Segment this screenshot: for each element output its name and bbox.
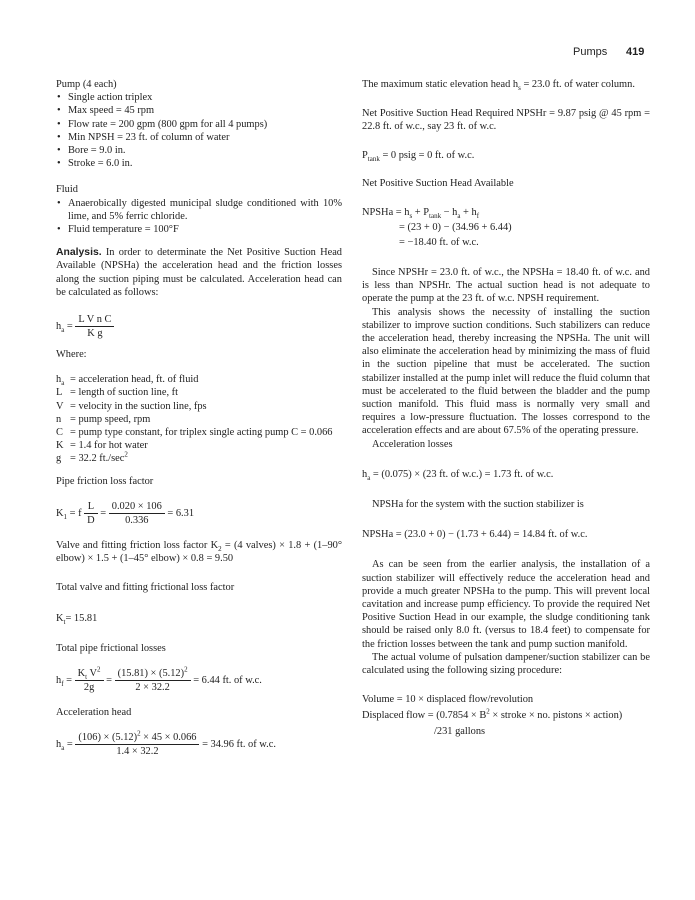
since-paragraph: Since NPSHr = 23.0 ft. of w.c., the NPSHa = 18.40 ft. of w.c. and is less than NPSHr. The actual suction head is not adequate to operate the pump at the 23 ft. of w.c. NPSH requirement. (362, 267, 650, 305)
bullet-icon: • (57, 92, 61, 104)
valve-fitting-paragraph: Valve and fitting friction loss factor $K_2 = (4$ valves) × 1.8 + (1–90° elbow) × 1.5 + (1–45° elbow) × 0.8 = 9.50 (56, 539, 342, 565)
sizing-paragraph: The actual volume of pulsation dampener/suction stabilizer can be calculated using the following sizing procedure: (362, 651, 650, 677)
equation-npsha-stabilizer: NPSHa = (23.0 + 0) − (1.73 + 6.44) = 14.84 ft. of w.c. (362, 529, 588, 541)
pipe-friction-label: Pipe friction loss factor (56, 475, 154, 487)
bullet-icon: • (57, 118, 61, 130)
acceleration-losses-label: Acceleration losses (372, 438, 453, 450)
equation-displaced-flow-divisor: /231 gallons (434, 726, 486, 738)
sizing-equations (362, 692, 650, 740)
pump-heading: Pump (4 each) (56, 79, 117, 90)
equation-kt: $K_t= 15.81$ (56, 613, 98, 627)
list-item: n = pump speed, rpm (56, 413, 151, 425)
equation-ha-computed: $h_a$ = $\frac{(106) \times (5.12)^2 \times 45 \times 0.066}{1.4 \times 32.2}$ = 34.96 ft. of w.c. (56, 729, 276, 758)
list-item: • Stroke = 6.0 in. (57, 158, 133, 170)
variable-definitions (56, 373, 342, 465)
list-item: g = 32.2 $ft./\sec^2$ (56, 451, 128, 465)
analysis-paragraph: Analysis. In order to determinate the Net Positive Suction Head Available (NPSHa) the acceleration head and the friction losses along the suction piping must be calculated. Acceleration head can be calculated as follows: (56, 247, 342, 298)
left-column (56, 78, 342, 758)
fluid-heading: Fluid (56, 184, 78, 196)
fluid-spec-list (56, 197, 342, 237)
acceleration-head-label: Acceleration head (56, 706, 132, 718)
static-head-paragraph: The maximum static elevation head $h_s = 23.0$ ft. of water column. (362, 79, 635, 93)
conclusion-paragraph: As can be seen from the earlier analysis, the installation of a suction stabilizer will effectively reduce the acceleration head and provide a much greater NPSHa to the pump. This will prevent local cavitation and increase pump efficiency. To provide the required Net Positive Suction Head in our example, the sludge conditioning tank should be raised only 8.0 ft. (versus to 18.4 feet) to compensate for the friction losses between the tank and pump suction manifold. (362, 559, 650, 650)
list-item: $h_a$ = acceleration head, ft. of fluid (56, 374, 199, 388)
bullet-icon: • (57, 131, 61, 143)
npshr-paragraph: Net Positive Suction Head Required NPSHr = 9.87 psig @ 45 rpm = 22.8 ft. of w.c., say 23 ft. of w.c. (362, 108, 650, 133)
equation-acceleration-head: $h_a$ = $\frac{\text{L V n C}}{\text{K g}}$ (56, 313, 342, 340)
npsha-label: Net Positive Suction Head Available (362, 177, 514, 189)
list-item: V = velocity in the suction line, fps (56, 400, 207, 412)
bullet-icon: • (57, 145, 61, 157)
bullet-icon: • (57, 224, 61, 236)
equation-hf: $h_f$ = $\frac{K_t V^2}{2g}$ = $\frac{(15.81) \times (5.12)^2}{2 \times 32.2}$ = 6.44 ft. of w.c. (56, 665, 262, 693)
where-label: Where: (56, 349, 87, 361)
bullet-icon: • (57, 105, 61, 117)
list-item: • Fluid temperature = 100°F (57, 224, 179, 236)
equation-displaced-flow: Displaced flow = ($0.7854 \times B^2$ × stroke × no. pistons × action) (362, 707, 623, 722)
list-item: • Single action triplex (57, 92, 153, 104)
list-item: C = pump type constant, for triplex single acting pump C = 0.066 (56, 427, 333, 439)
bullet-icon: • (57, 158, 61, 170)
equation-k1: $K_1 = f$ $\frac{L}{D}$ = $\frac{0.020 \times 106}{0.336}$ = 6.31 (56, 500, 195, 526)
equation-ha-stabilizer: $h_a = (0.075) \times (23$ ft. of w.c.) = 1.73 ft. of w.c. (362, 468, 554, 482)
list-item: • Flow rate = 200 gpm (800 gpm for all 4 pumps) (57, 118, 268, 130)
running-header-title: Pumps (573, 46, 608, 58)
npsha-stabilizer-label: NPSHa for the system with the suction stabilizer is (372, 499, 584, 511)
pump-spec-list (56, 91, 342, 170)
list-item: • Bore = 9.0 in. (57, 145, 126, 157)
total-valve-label: Total valve and fitting frictional loss factor (56, 582, 235, 594)
equation-npsha: NPSHa = $h_s + P_{tank} - h_a + h_f$ = (23 + 0) − (34.96 + 6.44) = −18.40 ft. of w.c. (362, 207, 512, 249)
list-item: • Min NPSH = 23 ft. of column of water (57, 131, 230, 143)
bullet-icon: • (57, 197, 61, 209)
equation-ptank: $P_{tank} = 0$ psig = 0 ft. of w.c. (362, 149, 475, 163)
analysis-stabilizer-paragraph: This analysis shows the necessity of installing the suction stabilizer to improve suction conditions. Such stabilizers can reduce the acceleration head, thereby increasing the NPSHa. The unit will also eliminate the acceleration head by minimizing the mass of fluid in the suction pipeline that must be accelerated. The suction stabilizer installed at the pump inlet will reduce the fluid column that must be accelerated to the fluid between the bladder and the pump suction manifold. This fluid mass is normally very small and requires a low-pressure fluctuation. The losses correspond to the acceleration effects and are about 67.5% of the operating pressure. (362, 306, 650, 437)
list-item: K = 1.4 for hot water (56, 440, 148, 452)
list-item: • Anaerobically digested municipal sludge conditioned with 10% lime, and 5% ferric chloride. (57, 197, 342, 222)
list-item: L = length of suction line, ft (56, 387, 179, 399)
equation-volume: Volume = 10 × displaced flow/revolution (362, 694, 534, 706)
list-item: • Max speed = 45 rpm (57, 105, 155, 117)
total-pipe-label: Total pipe frictional losses (56, 642, 166, 654)
right-column (362, 78, 650, 740)
page-number: 419 (626, 46, 645, 58)
analysis-label: Analysis. (56, 247, 102, 259)
